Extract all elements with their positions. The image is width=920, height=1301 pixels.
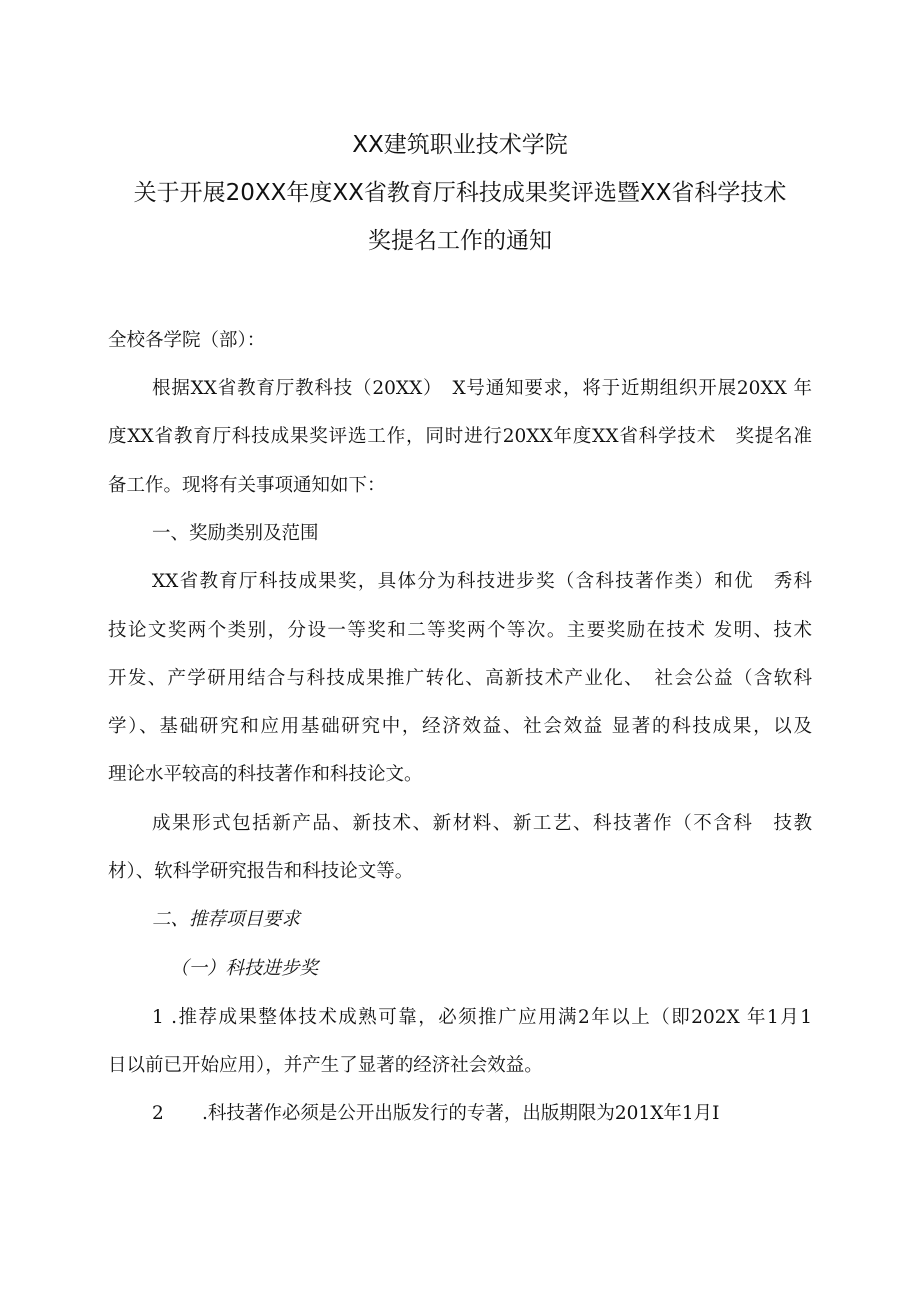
section-1-para-1-line-1: XX省教育厅科技成果奖，具体分为科技进步奖（含科技著作类）和优 秀科: [152, 571, 812, 592]
section-1-para-1-line-2: 技论文奖两个类别，分设一等奖和二等奖两个等次。主要奖励在技术 发明、技术: [108, 620, 812, 641]
section-1-para-2-line-2: 材）、软科学研究报告和科技论文等。: [108, 861, 414, 882]
document-title-line-1: XX建筑职业技术学院: [352, 132, 568, 158]
section-2-item-2-text: .科技著作必须是公开出版发行的专著，出版期限为201X年1月I: [202, 1103, 720, 1124]
section-2-item-1-line-1: 1 .推荐成果整体技术成熟可靠，必须推广应用满2年以上（即202X 年1月1: [152, 1007, 812, 1028]
section-1-para-2-line-1: 成果形式包括新产品、新技术、新材料、新工艺、科技著作（不含科 技教: [152, 813, 812, 834]
salutation: 全校各学院（部）：: [108, 330, 266, 351]
section-2-item-1-line-2: 日以前已开始应用），并产生了显著的经济社会效益。: [108, 1055, 543, 1076]
intro-line-3: 备工作。现将有关事项通知如下：: [108, 475, 386, 496]
intro-line-1: 根据XX省教育厅教科技（20XX） X号通知要求，将于近期组织开展20XX 年: [152, 378, 812, 399]
section-2-subheading: （一）科技进步奖: [170, 958, 319, 979]
section-2-item-2-number: 2: [152, 1103, 164, 1124]
section-1-para-1-line-4: 学）、基础研究和应用基础研究中，经济效益、社会效益 显著的科技成果，以及: [108, 716, 812, 737]
document-title-line-3: 奖提名工作的通知: [368, 228, 552, 254]
section-1-heading: 一、奖励类别及范围: [152, 523, 319, 544]
section-1-para-1-line-3: 开发、产学研用结合与科技成果推广转化、高新技术产业化、 社会公益（含软科: [108, 668, 812, 689]
document-title-line-2: 关于开展20XX年度XX省教育厅科技成果奖评选暨XX省科学技术: [133, 180, 787, 206]
intro-line-2: 度XX省教育厅科技成果奖评选工作，同时进行20XX年度XX省科学技术 奖提名准: [108, 426, 812, 447]
section-2-heading: 二、推荐项目要求: [152, 909, 301, 930]
section-1-para-1-line-5: 理论水平较高的科技著作和科技论文。: [108, 764, 423, 785]
